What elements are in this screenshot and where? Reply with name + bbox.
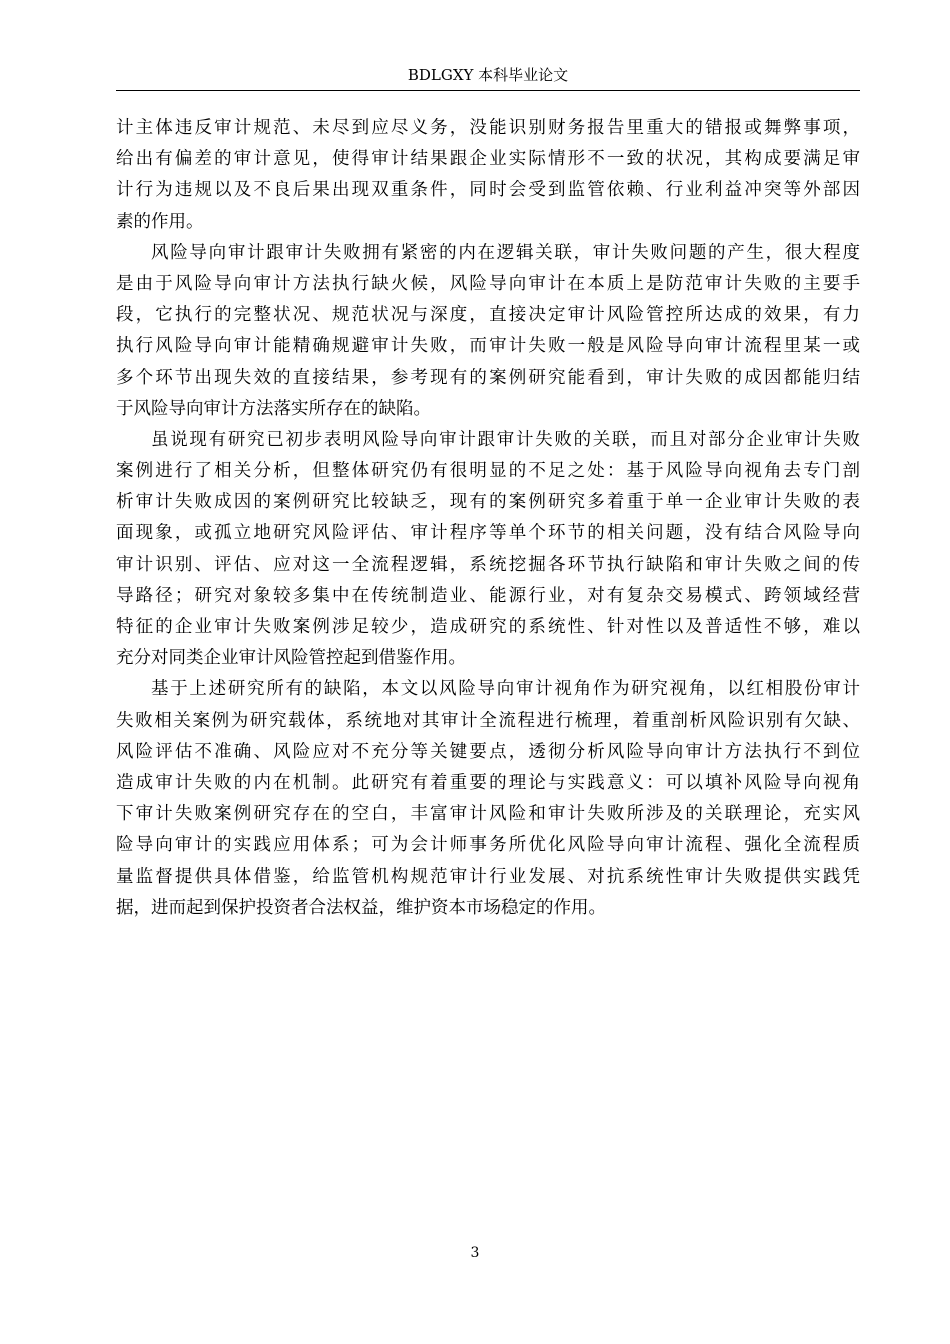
text-line: 段，它执行的完整状况、规范状况与深度，直接决定审计风险管控所达成的效果，有力 bbox=[116, 305, 860, 326]
text-line: 计主体违反审计规范、未尽到应尽义务，没能识别财务报告里重大的错报或舞弊事项， bbox=[116, 118, 860, 138]
paragraph bbox=[116, 238, 860, 425]
paragraph bbox=[116, 425, 860, 675]
text-line: 析审计失败成因的案例研究比较缺乏，现有的案例研究多着重于单一企业审计失败的表 bbox=[116, 492, 860, 513]
text-line: 据，进而起到保护投资者合法权益，维护资本市场稳定的作用。 bbox=[116, 897, 606, 918]
text-line: 于风险导向审计方法落实所存在的缺陷。 bbox=[116, 398, 431, 419]
text-line: 素的作用。 bbox=[116, 211, 204, 232]
text-line: 特征的企业审计失败案例涉足较少，造成研究的系统性、针对性以及普适性不够，难以 bbox=[116, 617, 860, 637]
text-line: 导路径；研究对象较多集中在传统制造业、能源行业，对有复杂交易模式、跨领域经营 bbox=[116, 585, 860, 606]
page-number: 3 bbox=[470, 1245, 480, 1261]
text-line: 险导向审计的实践应用体系；可为会计师事务所优化风险导向审计流程、强化全流程质 bbox=[116, 835, 860, 856]
paragraph bbox=[116, 674, 860, 924]
text-line: 下审计失败案例研究存在的空白，丰富审计风险和审计失败所涉及的关联理论，充实风 bbox=[116, 804, 860, 825]
text-line: 风险评估不准确、风险应对不充分等关键要点，透彻分析风险导向审计方法执行不到位 bbox=[116, 741, 860, 762]
paragraph bbox=[116, 113, 860, 238]
text-line: 量监督提供具体借鉴，给监管机构规范审计行业发展、对抗系统性审计失败提供实践凭 bbox=[116, 866, 860, 887]
text-line: 执行风险导向审计能精确规避审计失败，而审计失败一般是风险导向审计流程里某一或 bbox=[116, 336, 860, 357]
text-line: 是由于风险导向审计方法执行缺火候，风险导向审计在本质上是防范审计失败的主要手 bbox=[116, 273, 860, 294]
text-line: 多个环节出现失效的直接结果，参考现有的案例研究能看到，审计失败的成因都能归结 bbox=[116, 367, 860, 388]
text-line: 虽说现有研究已初步表明风险导向审计跟审计失败的关联，而且对部分企业审计失败 bbox=[151, 429, 860, 450]
text-line: 基于上述研究所有的缺陷，本文以风险导向审计视角作为研究视角，以红相股份审计 bbox=[151, 679, 860, 700]
text-line: 造成审计失败的内在机制。此研究有着重要的理论与实践意义：可以填补风险导向视角 bbox=[116, 772, 860, 793]
header-rule bbox=[116, 90, 860, 91]
text-line: 案例进行了相关分析，但整体研究仍有很明显的不足之处：基于风险导向视角去专门剖 bbox=[116, 461, 860, 482]
text-line: 计行为违规以及不良后果出现双重条件，同时会受到监管依赖、行业利益冲突等外部因 bbox=[116, 180, 860, 201]
text-line: 失败相关案例为研究载体，系统地对其审计全流程进行梳理，着重剖析风险识别有欠缺、 bbox=[116, 710, 860, 731]
text-line: 充分对同类企业审计风险管控起到借鉴作用。 bbox=[116, 648, 466, 669]
page-header-title: BDLGXY 本科毕业论文 bbox=[407, 66, 569, 84]
text-line: 面现象，或孤立地研究风险评估、审计程序等单个环节的相关问题，没有结合风险导向 bbox=[116, 523, 860, 544]
text-line: 风险导向审计跟审计失败拥有紧密的内在逻辑关联，审计失败问题的产生，很大程度 bbox=[151, 242, 860, 263]
text-line: 审计识别、评估、应对这一全流程逻辑，系统挖掘各环节执行缺陷和审计失败之间的传 bbox=[116, 554, 860, 575]
document-body bbox=[116, 113, 860, 924]
text-line: 给出有偏差的审计意见，使得审计结果跟企业实际情形不一致的状况，其构成要满足审 bbox=[116, 149, 860, 170]
